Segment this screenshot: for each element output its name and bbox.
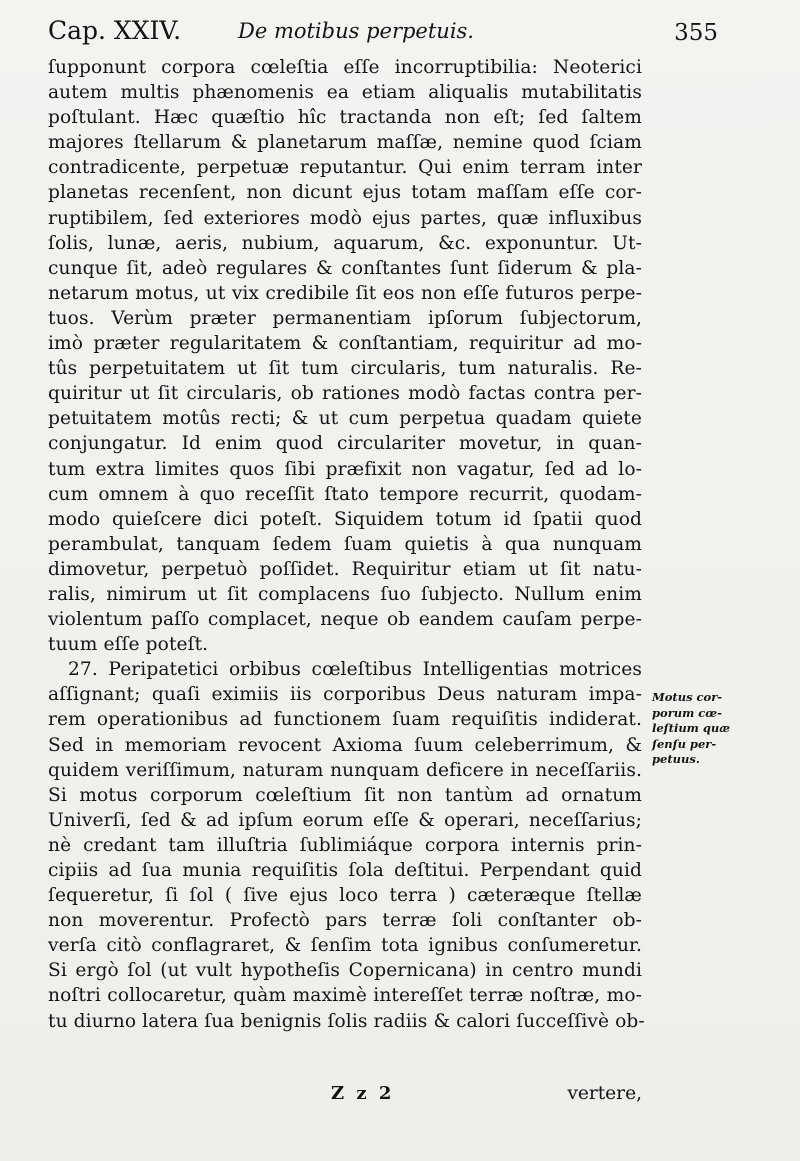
text-line: conjungatur. Id enim quod circulariter movetur, in quan- [48,433,642,455]
marginal-line: ſenſu per- [652,736,717,751]
text-line: autem multis phænomenis ea etiam aliqualis mutabilitatis [48,82,642,104]
text-line: verſa citò conflagraret, & ſenſim tota ignibus conſumeretur. [48,935,642,957]
text-line: tûs perpetuitatem ut ſit tum circularis, tum naturalis. Re- [48,358,642,380]
text-line: petuitatem motûs recti; & ut cum perpetua quadam quiete [48,408,642,430]
text-line: tu diurno latera ſua benignis ſolis radiis & calori ſucceſſivè ob- [48,1010,645,1032]
text-line: ruptibilem, ſed exteriores modò ejus partes, quæ influxibus [48,207,642,229]
text-line: ſolis, lunæ, aeris, nubium, aquarum, &c. exponuntur. Ut- [48,232,642,254]
chapter-label: Cap. XXIV. [48,16,182,45]
text-line: majores ſtellarum & planetarum maſſæ, nemine quod ſciam [48,132,642,154]
text-line: tuos. Verùm præter permanentiam ipſorum ſubjectorum, [48,307,642,329]
page-header [48,16,718,56]
text-line: perambulat, tanquam ſedem ſuam quietis à qua nunquam [48,533,642,555]
text-line: ralis, nimirum ut ſit complacens ſuo ſubjecto. Nullum enim [48,583,642,605]
running-title: De motibus perpetuis. [238,19,474,43]
signature-mark: Z z 2 [331,1083,395,1104]
text-line: Univerſi, ſed & ad ipſum eorum eſſe & operari, neceſſarius; [48,809,642,831]
marginal-line: leſtium quæ [652,721,730,735]
page-number: 355 [674,20,718,46]
text-line: dimovetur, perpetuò poſſidet. Requiritur etiam ut ſit natu- [48,558,642,580]
text-line: tuum eſſe poteſt. [48,634,209,656]
text-line: ſupponunt corpora cœleſtia eſſe incorruptibilia: Neoterici [48,57,642,78]
text-line: 27. Peripatetici orbibus cœleſtibus Intelligentias motrices [68,659,642,681]
text-line: cum omnem à quo receſſit ſtato tempore recurrit, quodam- [48,483,642,505]
marginal-line: Motus cor- [652,690,723,704]
text-line: violentum paſſo complacet, neque ob eandem cauſam perpe- [48,609,642,631]
text-line: quidem veriſſimum, naturam nunquam deficere in neceſſariis. [48,759,642,781]
text-line: netarum motus, ut vix credibile ſit eos non eſſe futuros perpe- [48,282,642,304]
text-line: aſſignant; quaſi eximiis iis corporibus Deus naturam impa- [48,684,642,706]
text-line: ſequeretur, ſi ſol ( ſive ejus loco terra ) cæteræque ſtellæ [48,885,642,907]
text-line: non moverentur. Profectò pars terræ ſoli conſtanter ob- [48,910,642,932]
text-line: tum extra limites quos ſibi præfixit non vagatur, ſed ad lo- [48,458,642,480]
marginal-note [652,690,740,768]
text-line: planetas recenſent, non dicunt ejus totam maſſam eſſe cor- [48,182,642,204]
text-line: rem operationibus ad functionem ſuam requiſitis indiderat. [48,709,642,731]
text-line: poſtulant. Hæc quæſtio hîc tractanda non eſt; ſed ſaltem [48,107,642,129]
page-footer [48,1083,642,1113]
marginal-line: petuus. [652,752,700,766]
catchword: vertere, [567,1083,642,1104]
text-line: contradicente, perpetuæ reputantur. Qui enim terram inter [48,157,642,179]
text-line: Sed in memoriam revocent Axioma ſuum celeberrimum, & [48,734,642,756]
text-line: modo quieſcere dici poteſt. Siquidem totum id ſpatii quod [48,508,642,530]
text-line: quiritur ut ſit circularis, ob rationes modò factas contra per- [48,383,642,405]
text-line: cunque ſit, adeò regulares & conſtantes ſunt ſiderum & pla- [48,257,642,279]
body-text [48,55,645,1034]
text-line: imò præter regularitatem & conſtantiam, requiritur ad mo- [48,333,642,355]
text-line: Si ergò ſol (ut vult hypotheſis Copernicana) in centro mundi [48,960,642,982]
marginal-line: porum cœ- [652,705,722,720]
text-line: nè credant tam illuſtria ſublimiáque corpora internis prin- [48,834,642,856]
text-line: noſtri collocaretur, quàm maximè intereſſet terræ noſtræ, mo- [48,985,642,1007]
text-line: cipiis ad ſua munia requiſitis ſola deſtitui. Perpendant quid [48,860,642,881]
text-line: Si motus corporum cœleſtium ſit non tantùm ad ornatum [48,784,642,806]
